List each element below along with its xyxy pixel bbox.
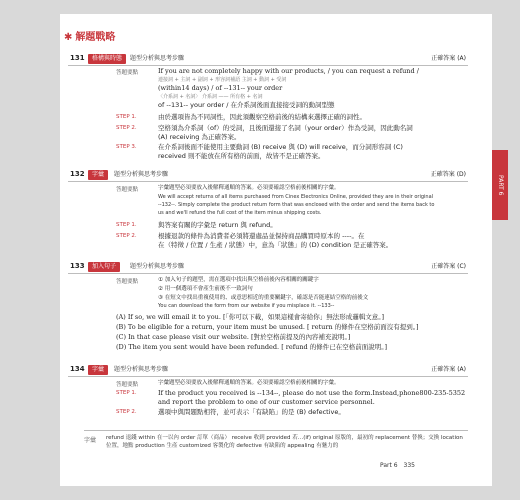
step-label: STEP 2.	[116, 125, 137, 131]
question-header-132	[68, 170, 468, 182]
gloss-line: 〈介系詞 + 名詞〉 介系詞 —— 所有格 + 名詞	[158, 94, 263, 100]
question-header-133	[68, 262, 468, 274]
part-side-tab: PART 6	[492, 150, 508, 220]
step-text: 空格須為介系詞（of）的受詞，且後面還接了名詞（your order）作為受詞，因此動名詞	[158, 124, 413, 132]
answer-key-label: 答題要點	[116, 187, 139, 193]
step-text: 選項中與問題點相符，並可表示「有缺陷」的是 (B) defective。	[158, 408, 345, 416]
passage-line: If you are not completely happy with our products, / you can request a refund /	[158, 67, 419, 75]
question-number: 132	[70, 170, 85, 178]
point-2: ② 用一個選項不會產生前後不一致詞句	[158, 286, 253, 292]
question-header-134	[68, 365, 468, 377]
answer-label: 正確答案 (A)	[431, 366, 466, 373]
passage-line: We will accept returns of all items purchased from Cinex Electronics Online, provided they are in their original	[158, 194, 434, 200]
part-label: Part 6	[380, 462, 398, 469]
asterisk-icon: ✱	[64, 32, 73, 43]
point-1: ① 加入句子的題型，需在選項中找出與空格前後內容相關的關鍵字	[158, 277, 319, 283]
question-number: 131	[70, 54, 85, 62]
question-tag: 加入句子	[88, 262, 120, 272]
step-text: If the product you received is --134--, please do not use the form.Instead,phone800-235-5352	[158, 389, 466, 397]
footnote-label: 字彙	[84, 437, 97, 444]
question-title: 題型分析與思考步驟	[114, 171, 169, 178]
passage-line: of --131-- your order / 在介系詞後面直接接受詞的動詞型態	[158, 101, 335, 109]
step-text: 在（特徵 / 位置 / 生產 / 狀態）中，意為「狀態」的 (D) condition 是正確答案。	[158, 241, 393, 249]
option-c: (C) In that case please visit our website. [對於空格前提及的內容補充說明。]	[116, 333, 351, 341]
passage-line: (within14 days) / of --131-- your order	[158, 84, 283, 92]
option-a: (A) If so, we will email it to you. [「你可以下載，如果這樣會寄給你」無法形成邏輯文意。]	[116, 313, 385, 321]
question-number: 133	[70, 262, 85, 270]
step-label: STEP 1.	[116, 114, 137, 120]
question-tag: 格構與時態	[88, 54, 126, 64]
option-b: (B) To be eligible for a return, your item must be unused. [ return 的條件在空格前面沒有提到。]	[116, 323, 419, 331]
answer-label: 正確答案 (D)	[430, 171, 466, 178]
answer-key-label: 答題要點	[116, 70, 139, 76]
step-text: 與答案有關的字彙是 return 與 refund。	[158, 221, 277, 229]
question-tag: 字彙	[88, 365, 108, 375]
quote-line: You can download the form from our website if you misplace it. --133--	[158, 303, 335, 309]
footnote-text: refund 退錢 within 在一以內 order 訂單（商品） receive 收到 provided 若…(if) original 原版的，最初的 replacement 替換；交換 location 位置，地點 production 生產 customized 客製化的 defective 有缺陷的 appealing 有魅力的	[106, 435, 463, 449]
answer-key-label: 答題要點	[116, 279, 139, 285]
step-label: STEP 3.	[116, 144, 137, 150]
question-number: 134	[70, 365, 85, 373]
question-title: 題型分析與思考步驟	[130, 263, 185, 270]
step-label: STEP 1.	[116, 390, 137, 396]
vocabulary-footnote	[84, 430, 468, 461]
gloss-line: 連接詞 + 主詞 + 副詞 + 形容詞補語 主詞 + 動詞 + 受詞	[158, 77, 287, 83]
answer-label: 正確答案 (C)	[431, 263, 466, 270]
step-text: (A) receiving 為正確答案。	[158, 133, 241, 141]
answer-key-label: 答題要點	[116, 382, 139, 388]
question-tag: 字彙	[88, 170, 108, 180]
step-label: STEP 1.	[116, 222, 137, 228]
question-title: 題型分析與思考步驟	[114, 366, 169, 373]
passage-line: 字彙題型必須要放入後解釋通順的答案。必須要確認空格前後相關的字彙。	[158, 380, 340, 386]
step-text: 在介系詞後面不能使用主要動詞 (B) receive 與 (D) will receive，而分詞形容詞 (C)	[158, 143, 403, 151]
section-title: ✱ 解題戰略	[64, 32, 116, 43]
step-text: received 則不能放在所有格的前面，故皆不是正確答案。	[158, 152, 325, 160]
step-text: 由於選項皆為不同詞性，因此須觀察空格前後的結構來選擇正確的詞性。	[158, 113, 366, 121]
passage-line: --132--. Simply complete the product return form that was enclosed with the order and send the items back to	[158, 202, 435, 208]
option-d: (D) The item you sent would have been refunded. [ refund 的條件已在空格前面說明。]	[116, 343, 388, 351]
question-title: 題型分析與思考步驟	[130, 55, 185, 62]
answer-label: 正確答案 (A)	[431, 55, 466, 62]
passage-line: 字彙題型必須要放入後解釋通順的答案。必須要確認空格前後相關的字彙。	[158, 185, 340, 191]
step-text: 根據退款的條件為消費者必須將還處品並保持商品購買時原本的 ----。在	[158, 232, 365, 240]
passage-line: us and we'll refund the full cost of the item minus shipping costs.	[158, 210, 322, 216]
page-number: 335	[403, 462, 415, 469]
question-header-131	[68, 54, 468, 66]
point-3: ③ 在短文中找出重複使用的、或意思相近的重要關鍵字，確認是否能連結空格的前後文	[158, 295, 369, 301]
step-label: STEP 2.	[116, 233, 137, 239]
page-footer	[380, 462, 415, 469]
step-label: STEP 2.	[116, 409, 137, 415]
step-text: and report the problem to one of our customer service personnel.	[158, 398, 375, 406]
